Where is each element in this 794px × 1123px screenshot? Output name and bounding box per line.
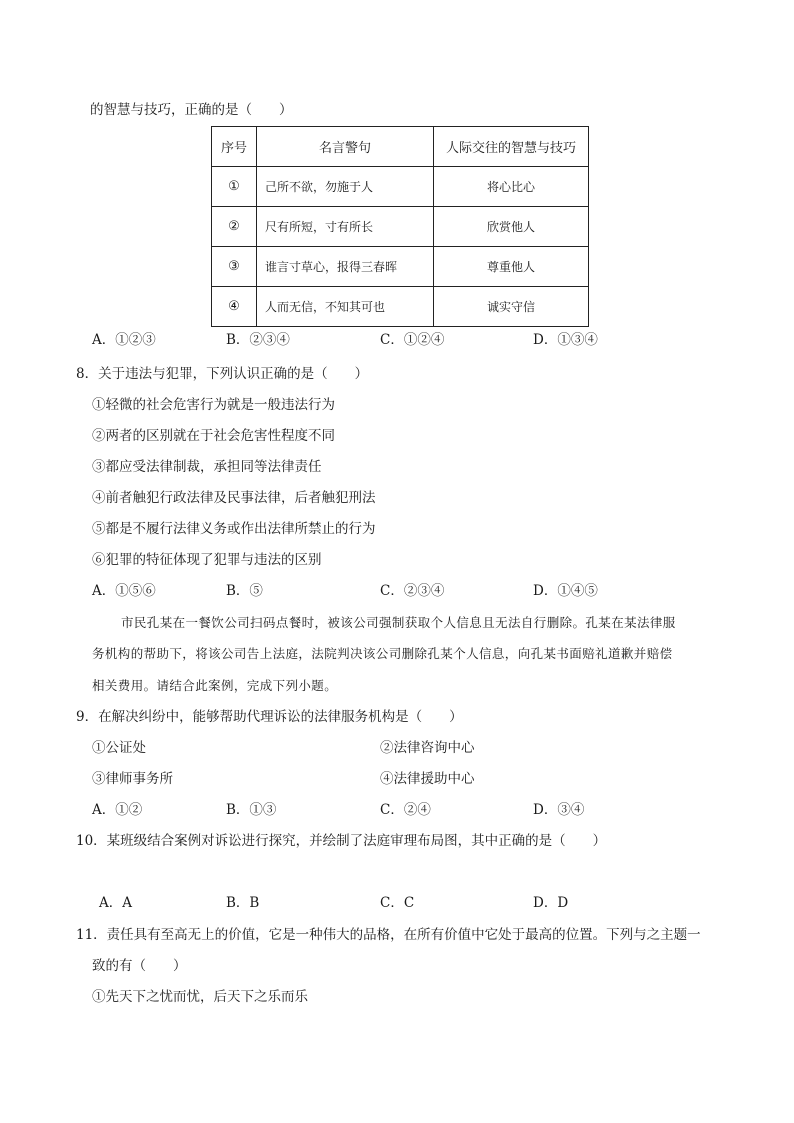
q8-item-4: ④前者触犯行政法律及民事法律，后者触犯刑法 (92, 490, 376, 506)
q8-option-c[interactable]: C．②③④ (380, 583, 445, 599)
q10-option-b[interactable]: B．B (226, 895, 260, 911)
q8-option-b[interactable]: B．⑤ (226, 583, 263, 599)
row-quote: 谁言寸草心，报得三春晖 (257, 247, 434, 287)
table-row (212, 247, 589, 287)
q10-option-a[interactable]: A．A (99, 895, 132, 911)
row-number: ③ (212, 247, 257, 287)
q8-stem: 8．关于违法与犯罪，下列认识正确的是（ ） (76, 366, 369, 382)
header-quote: 名言警句 (257, 127, 434, 167)
q10-stem: 10．某班级结合案例对诉讼进行探究，并绘制了法庭审理布局图，其中正确的是（ ） (76, 833, 607, 849)
q10-option-c[interactable]: C．C (380, 895, 415, 911)
q7-option-b[interactable]: B．②③④ (226, 332, 290, 348)
row-number: ② (212, 207, 257, 247)
q9-option-d[interactable]: D．③④ (533, 802, 585, 818)
row-skill: 将心比心 (434, 167, 589, 207)
q11-stem-line-1: 11．责任具有至高无上的价值，它是一种伟大的品格，在所有价值中它处于最高的位置。下列与之主题一 (76, 927, 701, 943)
table-row (212, 207, 589, 247)
table-row (212, 167, 589, 207)
q8-option-d[interactable]: D．①④⑤ (533, 583, 598, 599)
q7-stem-tail: 的智慧与技巧，正确的是（ ） (90, 102, 293, 118)
q8-option-a[interactable]: A．①⑤⑥ (92, 583, 156, 599)
table-row (212, 287, 589, 327)
header-skill: 人际交往的智慧与技巧 (434, 127, 589, 167)
q8-item-1: ①轻微的社会危害行为就是一般违法行为 (92, 397, 335, 413)
q9-item-1: ①公证处 (92, 740, 146, 756)
row-quote: 人而无信，不知其可也 (257, 287, 434, 327)
material-line-3: 相关费用。请结合此案例，完成下列小题。 (92, 678, 338, 693)
q8-item-3: ③都应受法律制裁，承担同等法律责任 (92, 459, 322, 475)
table-header-row (212, 127, 589, 167)
q9-stem: 9．在解决纠纷中，能够帮助代理诉讼的法律服务机构是（ ） (76, 709, 463, 725)
header-number: 序号 (212, 127, 257, 167)
q11-stem-line-2: 致的有（ ） (92, 958, 187, 974)
q7-option-d[interactable]: D．①③④ (533, 332, 598, 348)
row-number: ① (212, 167, 257, 207)
row-skill: 尊重他人 (434, 247, 589, 287)
q7-option-a[interactable]: A．①②③ (92, 332, 156, 348)
row-skill: 诚实守信 (434, 287, 589, 327)
row-quote: 尺有所短，寸有所长 (257, 207, 434, 247)
q9-option-a[interactable]: A．①② (92, 802, 143, 818)
q7-option-c[interactable]: C．①②④ (380, 332, 445, 348)
q9-item-2: ②法律咨询中心 (380, 740, 475, 756)
q7-table (211, 126, 589, 327)
q8-item-2: ②两者的区别就在于社会危害性程度不同 (92, 428, 335, 444)
row-skill: 欣赏他人 (434, 207, 589, 247)
q11-item-1: ①先天下之忧而忧，后天下之乐而乐 (92, 989, 308, 1005)
q9-item-4: ④法律援助中心 (380, 771, 475, 787)
q8-item-6: ⑥犯罪的特征体现了犯罪与违法的区别 (92, 552, 322, 568)
q9-option-b[interactable]: B．①③ (226, 802, 277, 818)
q9-option-c[interactable]: C．②④ (380, 802, 431, 818)
q10-option-d[interactable]: D．D (533, 895, 569, 911)
q9-item-3: ③律师事务所 (92, 771, 173, 787)
row-number: ④ (212, 287, 257, 327)
material-line-2: 务机构的帮助下，将该公司告上法庭，法院判决该公司删除孔某个人信息，向孔某书面赔礼道歉并赔偿 (92, 646, 673, 661)
row-quote: 己所不欲，勿施于人 (257, 167, 434, 207)
material-line-1: 市民孔某在一餐饮公司扫码点餐时，被该公司强制获取个人信息且无法自行删除。孔某在某法律服 (121, 615, 676, 630)
q8-item-5: ⑤都是不履行法律义务或作出法律所禁止的行为 (92, 521, 376, 537)
